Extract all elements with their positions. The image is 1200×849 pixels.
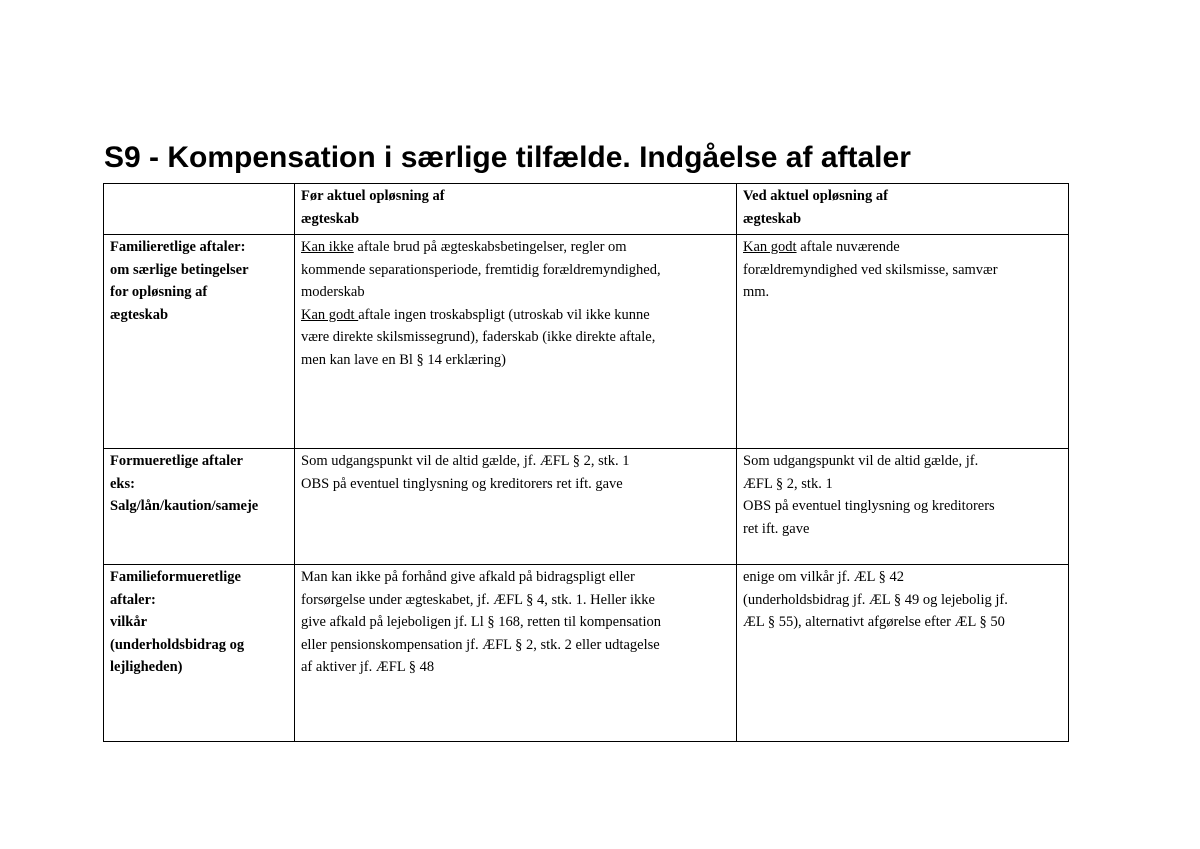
header-cell-before-dissolution: [295, 184, 737, 235]
cell-line: [301, 236, 731, 259]
at-dissolution-cell: [737, 449, 1069, 565]
cell-text: aftale brud på ægteskabsbetingelser, regler om: [353, 239, 627, 255]
agreements-table: [103, 183, 1069, 742]
at-dissolution-cell: [737, 565, 1069, 742]
cell-line: OBS på eventuel tinglysning og kreditorers ret ift. gave: [301, 475, 623, 492]
cell-line: enige om vilkår jf. ÆL § 42: [743, 569, 904, 585]
underlined-term: Kan godt: [301, 306, 359, 323]
cell-line: være direkte skilsmissegrund), faderskab (ikke direkte aftale,: [301, 329, 656, 345]
cell-line: men kan lave en Bl § 14 erklæring): [301, 351, 506, 368]
underlined-term: Kan godt: [743, 239, 797, 255]
cell-text: aftale nuværende: [796, 239, 900, 255]
cell-line: Som udgangspunkt vil de altid gælde, jf. ÆFL § 2, stk. 1: [301, 453, 630, 469]
cell-line: eller pensionskompensation jf. ÆFL § 2, stk. 2 eller udtagelse: [301, 636, 660, 653]
cell-text: aftale ingen troskabspligt (utroskab vil ikke kunne: [358, 306, 650, 323]
row-label-line: Familieretlige aftaler:: [110, 239, 246, 255]
table-row-family-property-law: [104, 565, 1069, 742]
table-row-family-law: [104, 235, 1069, 449]
cell-line: mm.: [743, 284, 770, 300]
row-label-line: ægteskab: [110, 306, 169, 323]
before-dissolution-cell: [295, 235, 737, 449]
before-dissolution-cell: [295, 449, 737, 565]
header-at-line: Ved aktuel opløsning af: [743, 188, 888, 204]
cell-line: af aktiver jf. ÆFL § 48: [301, 659, 435, 675]
cell-line: forældremyndighed ved skilsmisse, samvær: [743, 261, 998, 278]
cell-line: [743, 236, 1063, 259]
underlined-term: Kan ikke: [301, 239, 354, 255]
header-at-line: ægteskab: [743, 210, 802, 227]
header-cell-empty: [104, 184, 295, 235]
cell-line: ÆL § 55), alternativt afgørelse efter ÆL § 50: [743, 614, 1005, 630]
table-header-row: [104, 184, 1069, 235]
cell-line: ÆFL § 2, stk. 1: [743, 475, 833, 492]
row-label-line: for opløsning af: [110, 284, 208, 300]
table-row-property-law: [104, 449, 1069, 565]
cell-line: Man kan ikke på forhånd give afkald på bidragspligt eller: [301, 569, 635, 585]
cell-line: give afkald på lejeboligen jf. Ll § 168, retten til kompensation: [301, 614, 661, 630]
row-label-line: lejligheden): [110, 659, 183, 675]
page-title: S9 - Kompensation i særlige tilfælde. Indgåelse af aftaler: [104, 141, 911, 174]
cell-line: (underholdsbidrag jf. ÆL § 49 og lejebolig jf.: [743, 591, 1008, 608]
header-before-line: ægteskab: [301, 210, 360, 227]
row-label-cell: [104, 449, 295, 565]
at-dissolution-cell: [737, 235, 1069, 449]
row-label-line: Familieformueretlige: [110, 569, 241, 585]
header-cell-at-dissolution: [737, 184, 1069, 235]
cell-line: moderskab: [301, 284, 365, 300]
cell-line: ret ift. gave: [743, 520, 810, 537]
cell-line: OBS på eventuel tinglysning og kreditorers: [743, 498, 995, 514]
cell-line: [301, 304, 731, 327]
row-label-line: Formueretlige aftaler: [110, 453, 243, 469]
row-label-line: eks:: [110, 475, 135, 492]
cell-line: forsørgelse under ægteskabet, jf. ÆFL § 4, stk. 1. Heller ikke: [301, 591, 655, 608]
header-before-line: Før aktuel opløsning af: [301, 188, 445, 204]
cell-line: Som udgangspunkt vil de altid gælde, jf.: [743, 453, 979, 469]
cell-line: kommende separationsperiode, fremtidig forældremyndighed,: [301, 261, 661, 278]
row-label-line: Salg/lån/kaution/sameje: [110, 498, 259, 514]
row-label-cell: [104, 565, 295, 742]
before-dissolution-cell: [295, 565, 737, 742]
row-label-line: aftaler:: [110, 591, 156, 608]
row-label-line: om særlige betingelser: [110, 261, 249, 278]
row-label-line: (underholdsbidrag og: [110, 636, 245, 653]
row-label-line: vilkår: [110, 614, 148, 630]
row-label-cell: [104, 235, 295, 449]
